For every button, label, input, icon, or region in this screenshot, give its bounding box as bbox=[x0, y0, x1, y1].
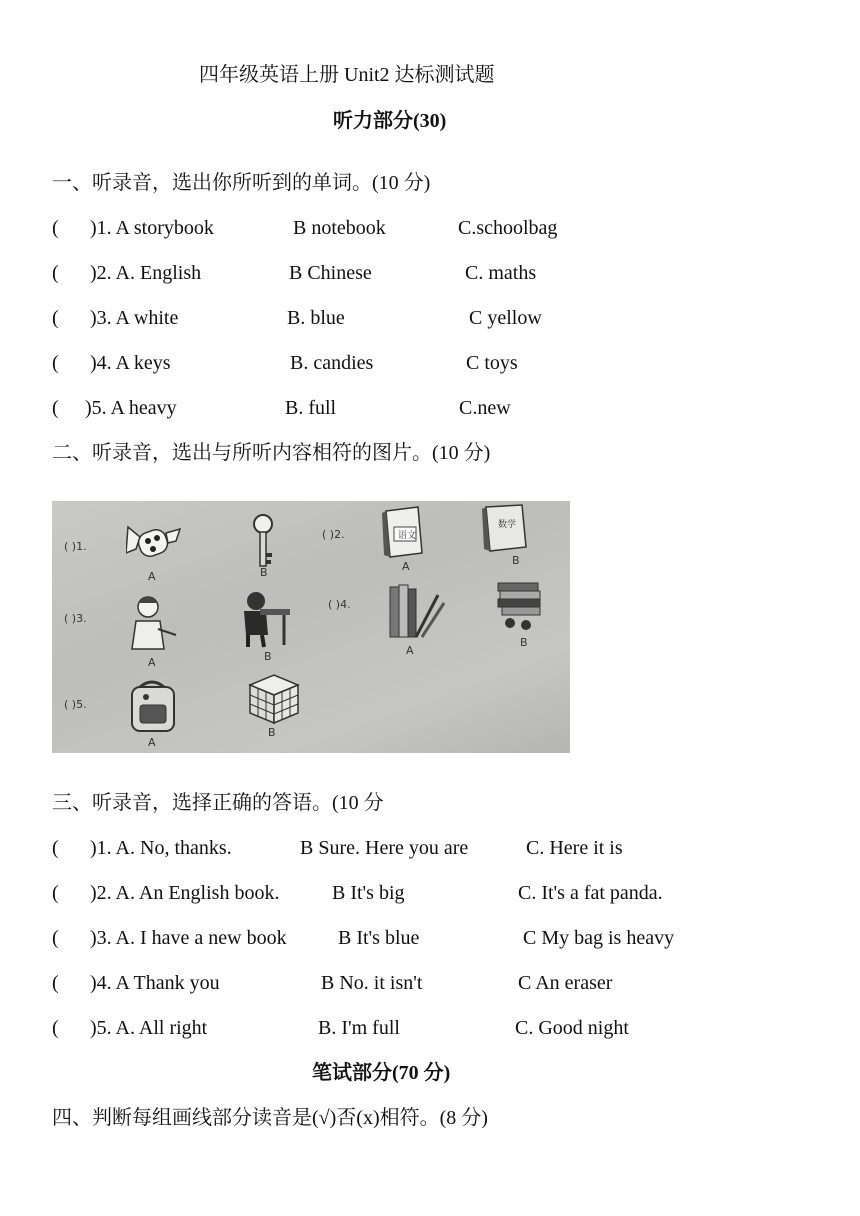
page-title: 四年级英语上册 Unit2 达标测试题 bbox=[199, 64, 495, 86]
photo-q5-label: ( )5. bbox=[64, 698, 87, 711]
section1-question-2 bbox=[52, 261, 812, 287]
candy-icon bbox=[126, 519, 182, 569]
answer-paren: ( bbox=[52, 837, 59, 859]
section3-question-3 bbox=[52, 926, 812, 952]
option-c: C. It's a fat panda. bbox=[518, 882, 663, 904]
option-a: )1. A. No, thanks. bbox=[90, 837, 232, 859]
section1-question-3 bbox=[52, 306, 812, 332]
stacked-books-icon bbox=[496, 577, 546, 635]
option-b: B Chinese bbox=[289, 262, 372, 284]
option-c: C. Good night bbox=[515, 1017, 629, 1039]
section4-heading: 四、判断每组画线部分读音是(√)否(x)相符。(8 分) bbox=[52, 1107, 488, 1129]
option-a: )2. A. English bbox=[90, 262, 202, 284]
photo-q5-a: A bbox=[148, 736, 156, 749]
photo-q2-a: A bbox=[402, 560, 410, 573]
section2-heading: 二、听录音，选出与所听内容相符的图片。(10 分) bbox=[52, 442, 491, 464]
photo-q1-a: A bbox=[148, 570, 156, 583]
schoolbag-icon bbox=[122, 677, 182, 735]
photo-q3-label: ( )3. bbox=[64, 612, 87, 625]
answer-paren: ( bbox=[52, 217, 59, 239]
girl-teacher-icon bbox=[128, 593, 178, 655]
option-c: C An eraser bbox=[518, 972, 613, 994]
option-b: B Sure. Here you are bbox=[300, 837, 469, 859]
option-b: B. full bbox=[285, 397, 337, 419]
answer-paren: ( bbox=[52, 352, 59, 374]
option-a: )3. A white bbox=[90, 307, 179, 329]
photo-q3-a: A bbox=[148, 656, 156, 669]
answer-paren: ( bbox=[52, 397, 59, 419]
option-a: )5. A heavy bbox=[85, 397, 177, 419]
photo-q4-b: B bbox=[520, 636, 528, 649]
section3-question-1 bbox=[52, 836, 812, 862]
option-a: )2. A. An English book. bbox=[90, 882, 280, 904]
option-b: B No. it isn't bbox=[321, 972, 423, 994]
section3-heading: 三、听录音，选择正确的答语。(10 分 bbox=[52, 792, 384, 814]
writing-section-header: 笔试部分(70 分) bbox=[312, 1062, 451, 1084]
option-c: C My bag is heavy bbox=[523, 927, 675, 949]
option-a: )3. A. I have a new book bbox=[90, 927, 287, 949]
answer-paren: ( bbox=[52, 307, 59, 329]
photo-q1-label: ( )1. bbox=[64, 540, 87, 553]
answer-paren: ( bbox=[52, 882, 59, 904]
photo-q5-b: B bbox=[268, 726, 276, 739]
books-and-pencils-icon bbox=[386, 581, 446, 643]
listening-section-header: 听力部分(30) bbox=[333, 110, 447, 132]
photo-book-maths-text: 数学 bbox=[498, 520, 517, 530]
section1-heading: 一、听录音，选出你所听到的单词。(10 分) bbox=[52, 172, 431, 194]
picture-choice-photo bbox=[52, 501, 570, 753]
option-a: )4. A Thank you bbox=[90, 972, 220, 994]
photo-q2-b: B bbox=[512, 554, 520, 567]
option-a: )5. A. All right bbox=[90, 1017, 208, 1039]
option-c: C yellow bbox=[469, 307, 542, 329]
option-a: )1. A storybook bbox=[90, 217, 214, 239]
option-c: C.schoolbag bbox=[458, 217, 558, 239]
answer-paren: ( bbox=[52, 972, 59, 994]
option-b: B. I'm full bbox=[318, 1017, 400, 1039]
photo-book-chinese-text: 语文 bbox=[398, 531, 417, 541]
section1-question-5 bbox=[52, 396, 812, 422]
answer-paren: ( bbox=[52, 1017, 59, 1039]
key-icon bbox=[248, 513, 278, 571]
rubiks-cube-icon bbox=[246, 671, 302, 725]
option-c: C.new bbox=[459, 397, 511, 419]
section1-question-4 bbox=[52, 351, 812, 377]
photo-q2-label: ( )2. bbox=[322, 528, 345, 541]
answer-paren: ( bbox=[52, 927, 59, 949]
option-b: B It's big bbox=[332, 882, 405, 904]
answer-paren: ( bbox=[52, 262, 59, 284]
option-c: C toys bbox=[466, 352, 518, 374]
section3-question-5 bbox=[52, 1016, 812, 1042]
option-b: B. blue bbox=[287, 307, 345, 329]
section3-question-4 bbox=[52, 971, 812, 997]
option-b: B It's blue bbox=[338, 927, 420, 949]
option-c: C. maths bbox=[465, 262, 537, 284]
photo-q4-label: ( )4. bbox=[328, 598, 351, 611]
option-b: B. candies bbox=[290, 352, 374, 374]
option-c: C. Here it is bbox=[526, 837, 623, 859]
section1-question-1 bbox=[52, 216, 812, 242]
boy-at-desk-icon bbox=[238, 589, 292, 649]
photo-q3-b: B bbox=[264, 650, 272, 663]
option-a: )4. A keys bbox=[90, 352, 171, 374]
option-b: B notebook bbox=[293, 217, 386, 239]
section3-question-2 bbox=[52, 881, 812, 907]
photo-q1-b: B bbox=[260, 566, 268, 579]
photo-q4-a: A bbox=[406, 644, 414, 657]
